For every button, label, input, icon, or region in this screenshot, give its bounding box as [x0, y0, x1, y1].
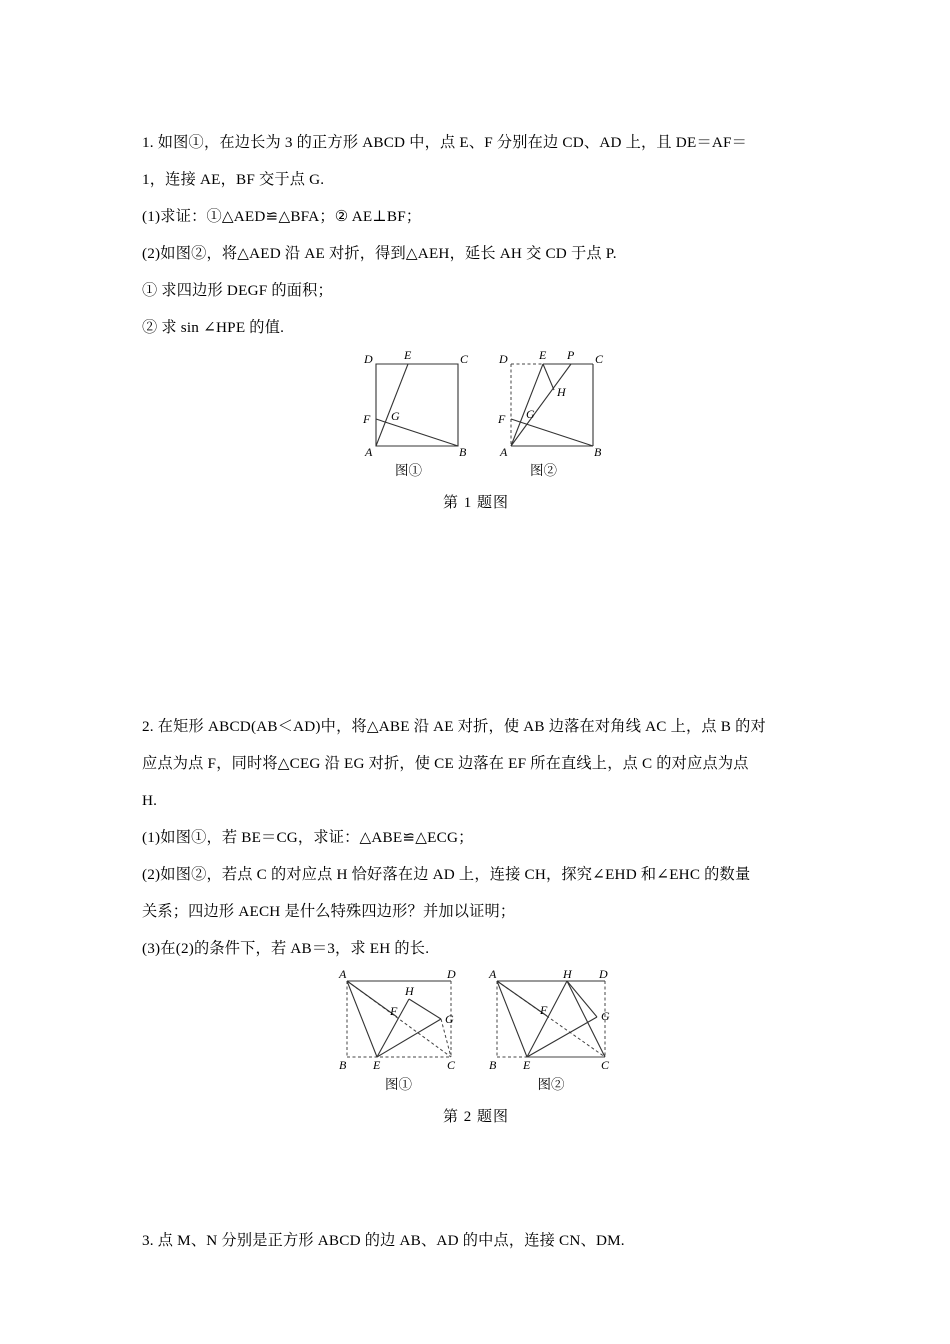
- label-D: D: [364, 352, 373, 366]
- label-G: G: [526, 407, 535, 421]
- label-G: G: [444, 1012, 454, 1026]
- problem-2-line-6: 关系；四边形 AECH 是什么特殊四边形？并加以证明；: [142, 903, 516, 920]
- section-spacer-2: [142, 1126, 810, 1222]
- label-B: B: [594, 445, 602, 458]
- problem-1-figure-2: [481, 346, 606, 479]
- problem-2-figure-2-caption: 图②: [537, 1077, 565, 1092]
- problem-2-line-5: (2)如图②，若点 C 的对应点 H 恰好落在边 AD 上，连接 CH，探究∠EHD 和∠EHC 的数量: [142, 866, 751, 883]
- label-G: G: [391, 409, 400, 423]
- label-F: F: [498, 412, 506, 426]
- label-G: G: [600, 1009, 610, 1023]
- problem-1-line-1: 1. 如图①，在边长为 3 的正方形 ABCD 中，点 E、F 分别在边 CD、AD 上，且 DE＝AF＝: [142, 134, 748, 151]
- problem-1-line-2: 1，连接 AE，BF 交于点 G.: [142, 171, 325, 188]
- problem-2-figure-caption: 第 2 题图: [442, 1109, 509, 1125]
- label-H: H: [557, 385, 566, 399]
- label-A: A: [365, 445, 373, 458]
- label-C: C: [595, 352, 604, 366]
- label-F: F: [389, 1004, 397, 1018]
- problem-2-line-1: 2. 在矩形 ABCD(AB＜AD)中，将△ABE 沿 AE 对折，使 AB 边落在对角线 AC 上，点 B 的对: [142, 718, 766, 735]
- figure-1-1-drawing: [346, 346, 471, 458]
- problem-1-line-3: (1)求证：①△AED≌△BFA；② AE⊥BF；: [142, 208, 422, 225]
- problem-2-figures: [142, 967, 810, 1126]
- section-spacer-1: [142, 512, 810, 708]
- label-C: C: [446, 1058, 455, 1072]
- label-C: C: [460, 352, 469, 366]
- label-H: H: [562, 967, 572, 981]
- label-H: H: [404, 984, 414, 998]
- label-A: A: [338, 967, 346, 981]
- problem-1-line-6: ② 求 sin ∠HPE 的值.: [142, 319, 285, 336]
- problem-2-line-4: (1)如图①，若 BE＝CG，求证：△ABE≌△ECG；: [142, 829, 474, 846]
- problem-2-line-2: 应点为点 F，同时将△CEG 沿 EG 对折，使 CE 边落在 EF 所在直线上，点 C 的对应点为点: [142, 755, 749, 772]
- label-P: P: [567, 348, 575, 362]
- label-D: D: [598, 967, 608, 981]
- problem-3-line-1: 3. 点 M、N 分别是正方形 ABCD 的边 AB、AD 的中点，连接 CN、DM.: [142, 1232, 625, 1249]
- label-D: D: [499, 352, 508, 366]
- figure-1-2-drawing: [481, 346, 606, 458]
- label-B: B: [338, 1058, 346, 1072]
- problem-1: [142, 124, 810, 512]
- label-E: E: [539, 348, 547, 362]
- label-F: F: [363, 412, 371, 426]
- page-content: [142, 124, 810, 1259]
- label-E: E: [404, 348, 412, 362]
- problem-2-line-7: (3)在(2)的条件下，若 AB＝3，求 EH 的长.: [142, 940, 430, 957]
- problem-1-figure-1: [346, 346, 471, 479]
- problem-2-figure-2: [479, 967, 624, 1093]
- problem-2: [142, 708, 810, 1126]
- figure-2-1-drawing: [329, 967, 469, 1072]
- problem-2-figure-1-caption: 图①: [385, 1077, 412, 1092]
- label-E: E: [372, 1058, 380, 1072]
- problem-1-figure-caption: 第 1 题图: [442, 495, 509, 511]
- label-E: E: [522, 1058, 530, 1072]
- problem-1-line-5: ① 求四边形 DEGF 的面积；: [142, 282, 333, 299]
- label-B: B: [459, 445, 467, 458]
- label-A: A: [500, 445, 508, 458]
- label-B: B: [488, 1058, 496, 1072]
- problem-1-line-4: (2)如图②，将△AED 沿 AE 对折，得到△AEH，延长 AH 交 CD 于点 P.: [142, 245, 617, 262]
- problem-2-figure-1: [329, 967, 469, 1093]
- problem-1-figures: [142, 346, 810, 512]
- label-D: D: [446, 967, 456, 981]
- problem-3: [142, 1222, 810, 1259]
- problem-1-figure-2-caption: 图②: [530, 463, 557, 478]
- problem-2-line-3: H.: [142, 792, 158, 809]
- label-F: F: [539, 1003, 547, 1017]
- problem-1-figure-1-caption: 图①: [395, 463, 422, 478]
- figure-2-2-drawing: [479, 967, 624, 1072]
- label-A: A: [488, 967, 496, 981]
- label-C: C: [600, 1058, 609, 1072]
